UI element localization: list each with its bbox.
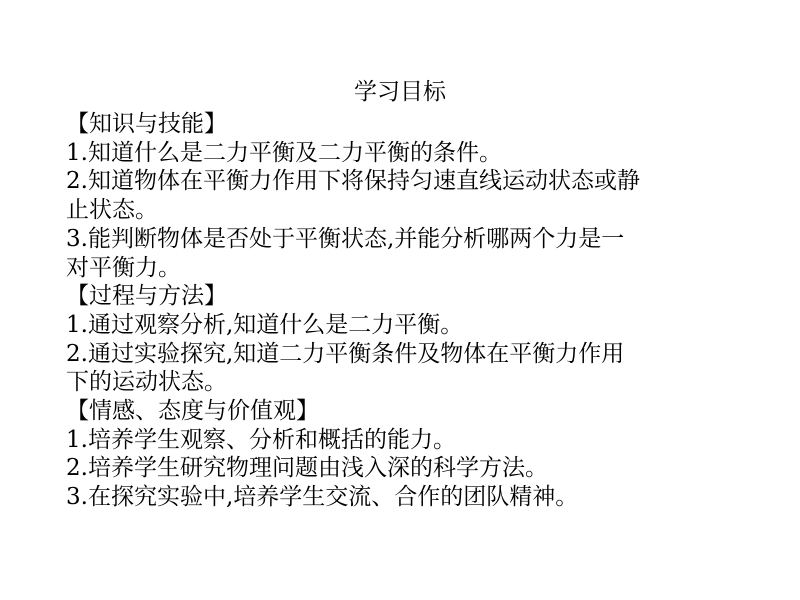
objective-line: 下的运动状态。 [66, 369, 227, 396]
objective-line: 对平衡力。 [66, 254, 181, 281]
objective-line: 1.培养学生观察、分析和概括的能力。 [66, 426, 456, 453]
objective-line: 1.知道什么是二力平衡及二力平衡的条件。 [66, 139, 502, 166]
objective-line: 3.能判断物体是否处于平衡状态,并能分析哪两个力是一 [66, 225, 625, 252]
section-heading-emotion-attitude-values: 【情感、态度与价值观】 [66, 398, 319, 425]
objective-line: 2.通过实验探究,知道二力平衡条件及物体在平衡力作用 [66, 340, 625, 367]
section-heading-knowledge-skills: 【知识与技能】 [66, 111, 227, 137]
slide-title: 学习目标 [354, 79, 446, 105]
objective-line: 止状态。 [66, 197, 158, 224]
objective-line: 1.通过观察分析,知道什么是二力平衡。 [66, 311, 464, 338]
objective-line: 2.培养学生研究物理问题由浅入深的科学方法。 [66, 455, 548, 482]
objectives-body [66, 110, 746, 512]
objective-line: 3.在探究实验中,培养学生交流、合作的团队精神。 [66, 484, 579, 511]
objective-line: 2.知道物体在平衡力作用下将保持匀速直线运动状态或静 [66, 168, 640, 195]
section-heading-process-method: 【过程与方法】 [66, 283, 227, 310]
